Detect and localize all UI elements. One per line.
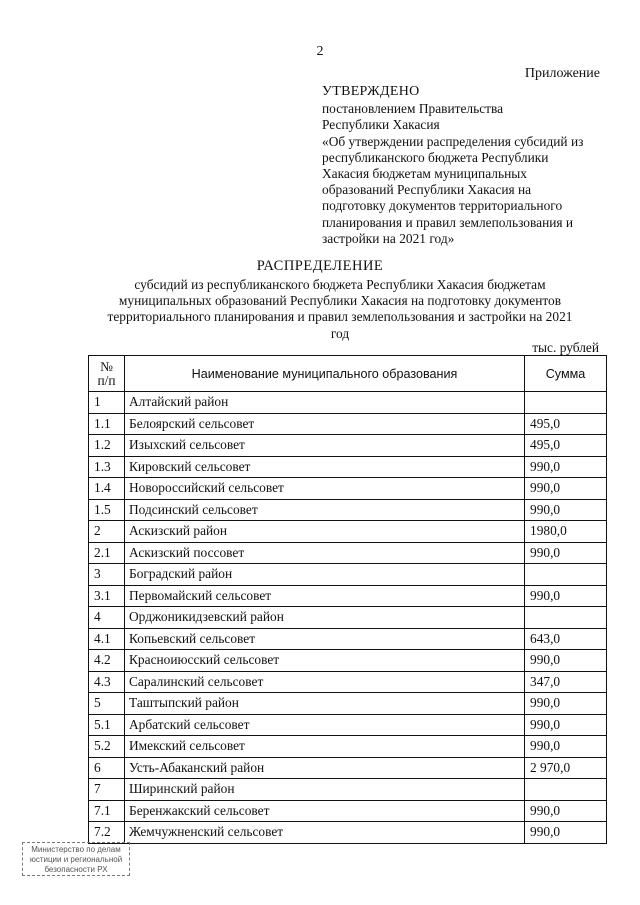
approval-line: «Об утверждении распределения субсидий из <box>322 133 584 149</box>
row-sum: 990,0 <box>525 714 607 736</box>
approval-title: УТВЕРЖДЕНО <box>322 84 420 99</box>
row-name: Белоярский сельсовет <box>125 413 525 435</box>
row-number: 3 <box>89 564 125 586</box>
approval-line: образований Республики Хакасия на <box>322 182 532 198</box>
table-header-row <box>89 356 607 392</box>
row-number: 7.2 <box>89 822 125 844</box>
approval-line: застройки на 2021 год» <box>322 230 455 246</box>
row-number: 4.1 <box>89 628 125 650</box>
row-name: Подсинский сельсовет <box>125 499 525 521</box>
table-row <box>89 628 607 650</box>
row-number: 1 <box>89 392 125 414</box>
row-sum <box>525 779 607 801</box>
row-number: 1.2 <box>89 435 125 457</box>
stamp-line: безопасности РХ <box>44 865 108 874</box>
subtitle-line: год <box>330 325 350 341</box>
subtitle-line: территориального планирования и правил землепользования и застройки на 2021 <box>107 309 573 325</box>
row-name: Жемчужненский сельсовет <box>125 822 525 844</box>
approval-line: подготовку документов территориального <box>322 198 563 214</box>
header-number <box>89 356 125 392</box>
stamp-line: юстиции и региональной <box>29 855 123 864</box>
header-sum: Сумма <box>525 356 607 392</box>
row-number: 4.3 <box>89 671 125 693</box>
table-row <box>89 671 607 693</box>
subtitle-line: муниципальных образований Республики Хакасия на подготовку документов <box>118 293 562 309</box>
row-number: 3.1 <box>89 585 125 607</box>
row-number: 7.1 <box>89 800 125 822</box>
document-subtitle <box>80 277 600 342</box>
row-sum: 347,0 <box>525 671 607 693</box>
row-sum: 990,0 <box>525 693 607 715</box>
row-number: 5 <box>89 693 125 715</box>
row-number: 2 <box>89 521 125 543</box>
row-name: Таштыпский район <box>125 693 525 715</box>
row-sum: 495,0 <box>525 413 607 435</box>
appendix-label: Приложение <box>524 66 600 81</box>
row-name: Боградский район <box>125 564 525 586</box>
table-row <box>89 800 607 822</box>
row-name: Изыхский сельсовет <box>125 435 525 457</box>
row-sum: 643,0 <box>525 628 607 650</box>
row-name: Копьевский сельсовет <box>125 628 525 650</box>
approval-line: планирования и правил землепользования и <box>322 214 574 230</box>
row-name: Беренжакский сельсовет <box>125 800 525 822</box>
approval-line: Республики Хакасия <box>322 117 440 133</box>
table-row <box>89 499 607 521</box>
row-sum: 2 970,0 <box>525 757 607 779</box>
row-name: Новороссийский сельсовет <box>125 478 525 500</box>
table-row <box>89 564 607 586</box>
row-number: 1.4 <box>89 478 125 500</box>
row-number: 4.2 <box>89 650 125 672</box>
row-name: Первомайский сельсовет <box>125 585 525 607</box>
table-row <box>89 714 607 736</box>
row-number: 7 <box>89 779 125 801</box>
table-row <box>89 392 607 414</box>
table-row <box>89 650 607 672</box>
document-title: РАСПРЕДЕЛЕНИЕ <box>256 258 384 274</box>
row-sum <box>525 607 607 629</box>
row-sum: 990,0 <box>525 542 607 564</box>
row-sum: 990,0 <box>525 478 607 500</box>
table-row <box>89 435 607 457</box>
row-name: Аскизский район <box>125 521 525 543</box>
table-row <box>89 693 607 715</box>
table-row <box>89 757 607 779</box>
row-sum: 990,0 <box>525 456 607 478</box>
header-number-line2: п/п <box>97 372 116 388</box>
row-sum <box>525 392 607 414</box>
row-name: Аскизский поссовет <box>125 542 525 564</box>
approval-line: постановлением Правительства <box>322 101 504 117</box>
table-row <box>89 736 607 758</box>
row-number: 2.1 <box>89 542 125 564</box>
table-row <box>89 542 607 564</box>
table-row <box>89 413 607 435</box>
row-sum: 990,0 <box>525 822 607 844</box>
approval-line: республиканского бюджета Республики <box>322 149 549 165</box>
approval-block <box>322 84 612 247</box>
row-sum: 1980,0 <box>525 521 607 543</box>
table-row <box>89 478 607 500</box>
registration-stamp <box>22 842 130 876</box>
row-name: Арбатский сельсовет <box>125 714 525 736</box>
row-name: Орджоникидзевский район <box>125 607 525 629</box>
row-number: 5.2 <box>89 736 125 758</box>
table-row <box>89 456 607 478</box>
row-number: 6 <box>89 757 125 779</box>
row-number: 1.5 <box>89 499 125 521</box>
row-sum: 990,0 <box>525 800 607 822</box>
row-sum <box>525 564 607 586</box>
row-sum: 495,0 <box>525 435 607 457</box>
table-row <box>89 779 607 801</box>
row-name: Имекский сельсовет <box>125 736 525 758</box>
row-name: Ширинский район <box>125 779 525 801</box>
row-number: 1.3 <box>89 456 125 478</box>
units-label: тыс. рублей <box>532 340 599 355</box>
row-number: 1.1 <box>89 413 125 435</box>
row-sum: 990,0 <box>525 585 607 607</box>
row-name: Саралинский сельсовет <box>125 671 525 693</box>
table-row <box>89 607 607 629</box>
page-number: 2 <box>316 44 324 59</box>
row-name: Алтайский район <box>125 392 525 414</box>
row-number: 5.1 <box>89 714 125 736</box>
table-row <box>89 521 607 543</box>
row-sum: 990,0 <box>525 650 607 672</box>
stamp-line: Министерство по делам <box>31 845 121 854</box>
header-number-line1: № <box>100 358 113 374</box>
row-sum: 990,0 <box>525 499 607 521</box>
row-name: Кировский сельсовет <box>125 456 525 478</box>
subtitle-line: субсидий из республиканского бюджета Республики Хакасия бюджетам <box>134 277 546 292</box>
table-row <box>89 822 607 844</box>
distribution-table <box>88 355 607 844</box>
table-row <box>89 585 607 607</box>
row-name: Красноиюсский сельсовет <box>125 650 525 672</box>
approval-line: Хакасия бюджетам муниципальных <box>322 166 527 182</box>
row-name: Усть-Абаканский район <box>125 757 525 779</box>
header-name: Наименование муниципального образования <box>125 356 525 392</box>
row-number: 4 <box>89 607 125 629</box>
row-sum: 990,0 <box>525 736 607 758</box>
